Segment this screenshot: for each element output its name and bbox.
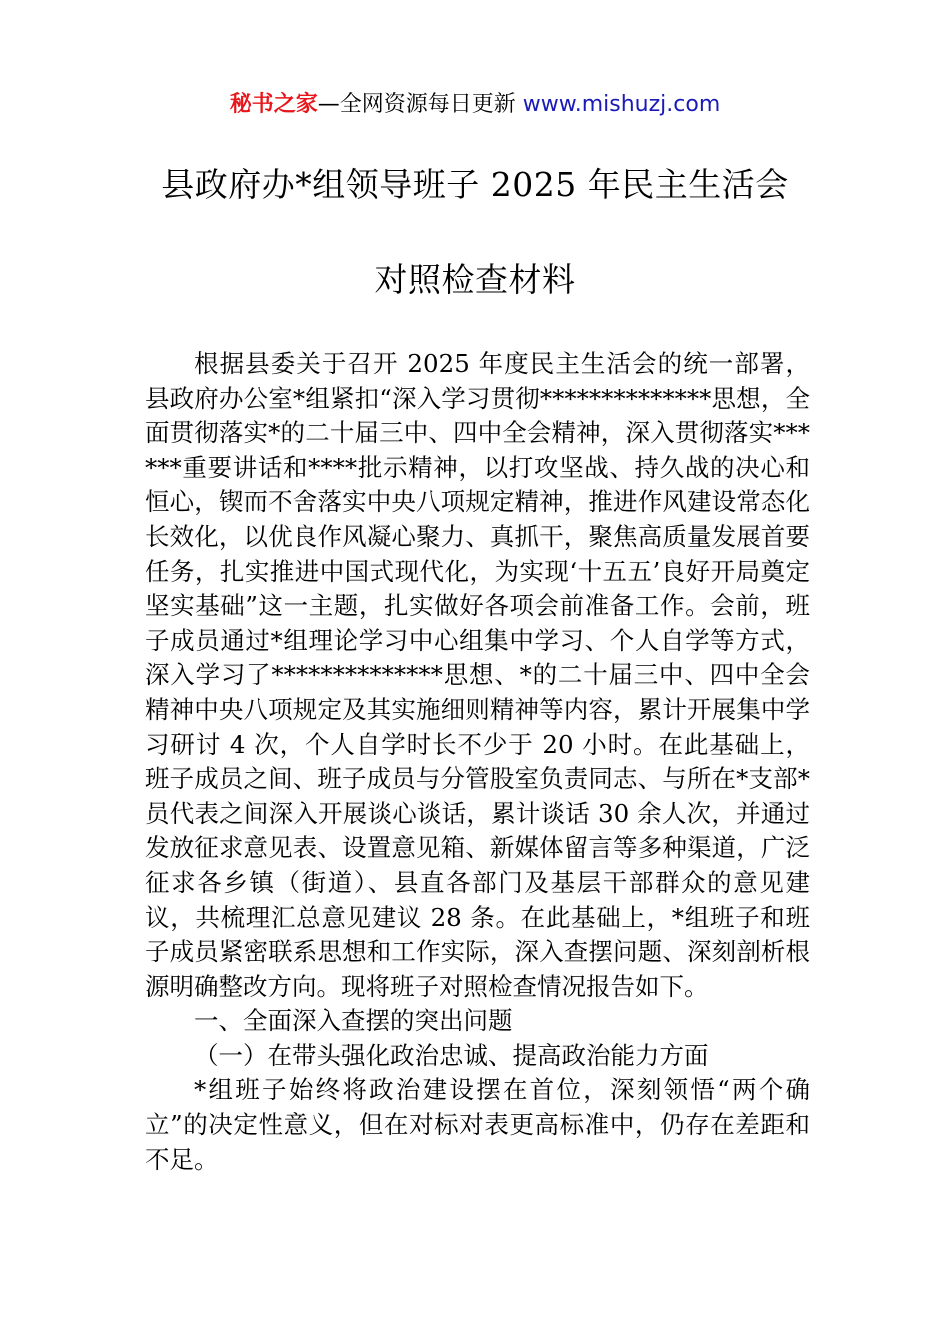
document-body (145, 347, 810, 1177)
site-url-link[interactable]: www.mishuzj.com (522, 92, 721, 117)
subsection-heading-1: （一）在带头强化政治忠诚、提高政治能力方面 (194, 1040, 709, 1070)
section-heading-1: 一、全面深入查摆的突出问题 (194, 1006, 513, 1036)
subsection-1-paragraph: *组班子始终将政治建设摆在首位，深刻领悟“两个确立”的决定性意义，但在对标对表更高标准中，仍存在差距和不足。 (145, 1075, 810, 1174)
site-brand-name: 秘书之家 (229, 92, 318, 117)
document-title-line-1: 县政府办*组领导班子 2025 年民主生活会 (161, 165, 789, 204)
site-watermark-header (0, 88, 950, 122)
intro-paragraph: 根据县委关于召开 2025 年度民主生活会的统一部署，县政府办公室*组紧扣“深入学习贯彻**************思想，全面贯彻落实*的二十届三中、四中全会精神，深入贯彻落实******重要讲话和****批示精神，以打攻坚战、持久战的决心和恒心，锲而不舍落实中央八项规定精神，推进作风建设常态化长效化，以优良作风凝心聚力、真抓干，聚焦高质量发展首要任务，扎实推进中国式现代化，为实现‘十五五’良好开局奠定坚实基础”这一主题，扎实做好各项会前准备工作。会前，班子成员通过*组理论学习中心组集中学习、个人自学等方式，深入学习了**************思想、*的二十届三中、四中全会精神中央八项规定及其实施细则精神等内容，累计开展集中学习研讨 4 次，个人自学时长不少于 20 小时。在此基础上，班子成员之间、班子成员与分管股室负责同志、与所在*支部*员代表之间深入开展谈心谈话，累计谈话 30 余人次，并通过发放征求意见表、设置意见箱、新媒体留言等多种渠道，广泛征求各乡镇（街道）、县直各部门及基层干部群众的意见建议，共梳理汇总意见建议 28 条。在此基础上，*组班子和班子成员紧密联系思想和工作实际，深入查摆问题、深刻剖析根源明确整改方向。现将班子对照检查情况报告如下。 (145, 349, 810, 1001)
document-title-line-2: 对照检查材料 (374, 260, 576, 299)
site-tagline: —全网资源每日更新 (317, 92, 523, 117)
